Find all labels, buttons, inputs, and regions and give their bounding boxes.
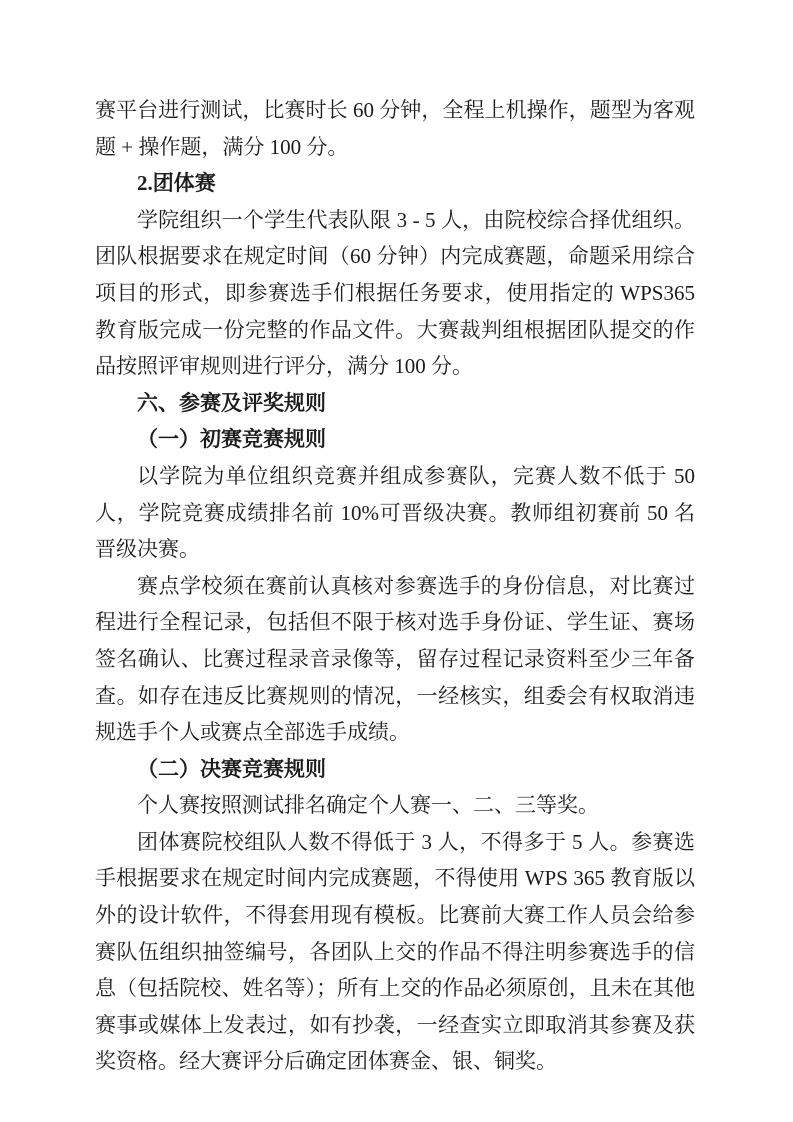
paragraph-team-competition-format: 学院组织一个学生代表队限 3 - 5 人，由院校综合择优组织。团队根据要求在规定时间（60 分钟）内完成赛题，命题采用综合项目的形式，即参赛选手们根据任务要求，使用指定的 WPS365 教育版完成一份完整的作品文件。大赛裁判组根据团队提交的作品按照评审规则进行评分，满分 100 分。 bbox=[95, 207, 695, 379]
heading-final-round-rules: （二）决赛竞赛规则 bbox=[137, 756, 326, 781]
document-body bbox=[95, 92, 695, 1080]
paragraph-individual-match-continuation: 赛平台进行测试，比赛时长 60 分钟，全程上机操作，题型为客观题 + 操作题，满分 100 分。 bbox=[95, 98, 695, 159]
paragraph-identity-verification-and-records: 赛点学校须在赛前认真核对参赛选手的身份信息，对比赛过程进行全程记录，包括但不限于核对选手身份证、学生证、赛场签名确认、比赛过程录音录像等，留存过程记录资料至少三年备查。如存在违反比赛规则的情况，一经核实，组委会有权取消违规选手个人或赛点全部选手成绩。 bbox=[95, 573, 695, 745]
paragraph-team-awards-and-originality: 团体赛院校组队人数不得低于 3 人，不得多于 5 人。参赛选手根据要求在规定时间内完成赛题，不得使用 WPS 365 教育版以外的设计软件，不得套用现有模板。比赛前大赛工作人员会给参赛队伍组织抽签编号，各团队上交的作品不得注明参赛选手的信息（包括院校、姓名等）；所有上交的作品必须原创，且未在其他赛事或媒体上发表过，如有抄袭，一经查实立即取消其参赛及获奖资格。经大赛评分后确定团体赛金、银、铜奖。 bbox=[95, 829, 695, 1074]
paragraph-preliminary-promotion-criteria: 以学院为单位组织竞赛并组成参赛队，完赛人数不低于 50 人，学院竞赛成绩排名前 10%可晋级决赛。教师组初赛前 50 名晋级决赛。 bbox=[95, 463, 695, 562]
paragraph-individual-awards: 个人赛按照测试排名确定个人赛一、二、三等奖。 bbox=[137, 793, 599, 818]
heading-preliminary-round-rules: （一）初赛竞赛规则 bbox=[137, 427, 326, 452]
heading-team-competition: 2.团体赛 bbox=[137, 171, 216, 196]
heading-section-six-participation-award-rules: 六、参赛及评奖规则 bbox=[137, 390, 326, 415]
